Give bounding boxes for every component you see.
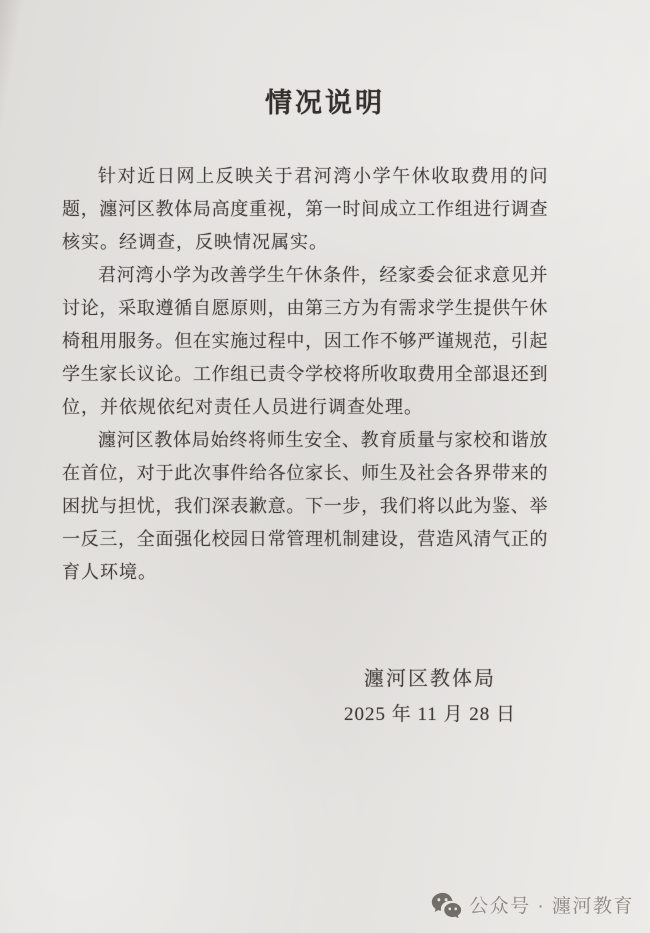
- watermark: [431, 891, 634, 918]
- paragraph-line: 育人环境。: [62, 562, 157, 582]
- paragraph-line: 困扰与担忧，我们深表歉意。下一步，我们将以此为鉴、举: [62, 496, 548, 516]
- paragraph-line: 核实。经调查，反映情况属实。: [62, 232, 328, 252]
- signature-block: [310, 662, 550, 733]
- paragraph-line: 学生家长议论。工作组已责令学校将所收取费用全部退还到: [62, 364, 548, 384]
- paragraph-line: 君河湾小学为改善学生午休条件，经家委会征求意见并: [98, 265, 548, 285]
- watermark-text: 公众号 · 瀍河教育: [469, 896, 634, 917]
- paragraph-line: 讨论，采取遵循自愿原则，由第三方为有需求学生提供午休: [62, 298, 548, 318]
- paragraph-line: 位，并依规依纪对责任人员进行调查处理。: [62, 397, 423, 417]
- wechat-icon: [431, 892, 462, 918]
- signature-date: 2025 年 11 月 28 日: [343, 704, 517, 725]
- signature-org: 瀍河区教体局: [364, 668, 496, 690]
- paragraph-line: 瀍河区教体局始终将师生安全、教育质量与家校和谐放: [98, 430, 548, 450]
- paragraph: [62, 259, 548, 424]
- document-title: 情况说明: [265, 88, 385, 118]
- paragraph-line: 椅租用服务。但在实施过程中，因工作不够严谨规范，引起: [62, 331, 548, 351]
- paragraph: [62, 424, 548, 589]
- paragraph-line: 针对近日网上反映关于君河湾小学午休收取费用的问: [98, 166, 548, 186]
- paragraph-line: 在首位，对于此次事件给各位家长、师生及社会各界带来的: [62, 463, 548, 483]
- document-body: [62, 160, 548, 589]
- paragraph-line: 题，瀍河区教体局高度重视，第一时间成立工作组进行调查: [62, 199, 548, 219]
- paragraph-line: 一反三，全面强化校园日常管理机制建设，营造风清气正的: [62, 529, 548, 549]
- paragraph: [62, 160, 548, 259]
